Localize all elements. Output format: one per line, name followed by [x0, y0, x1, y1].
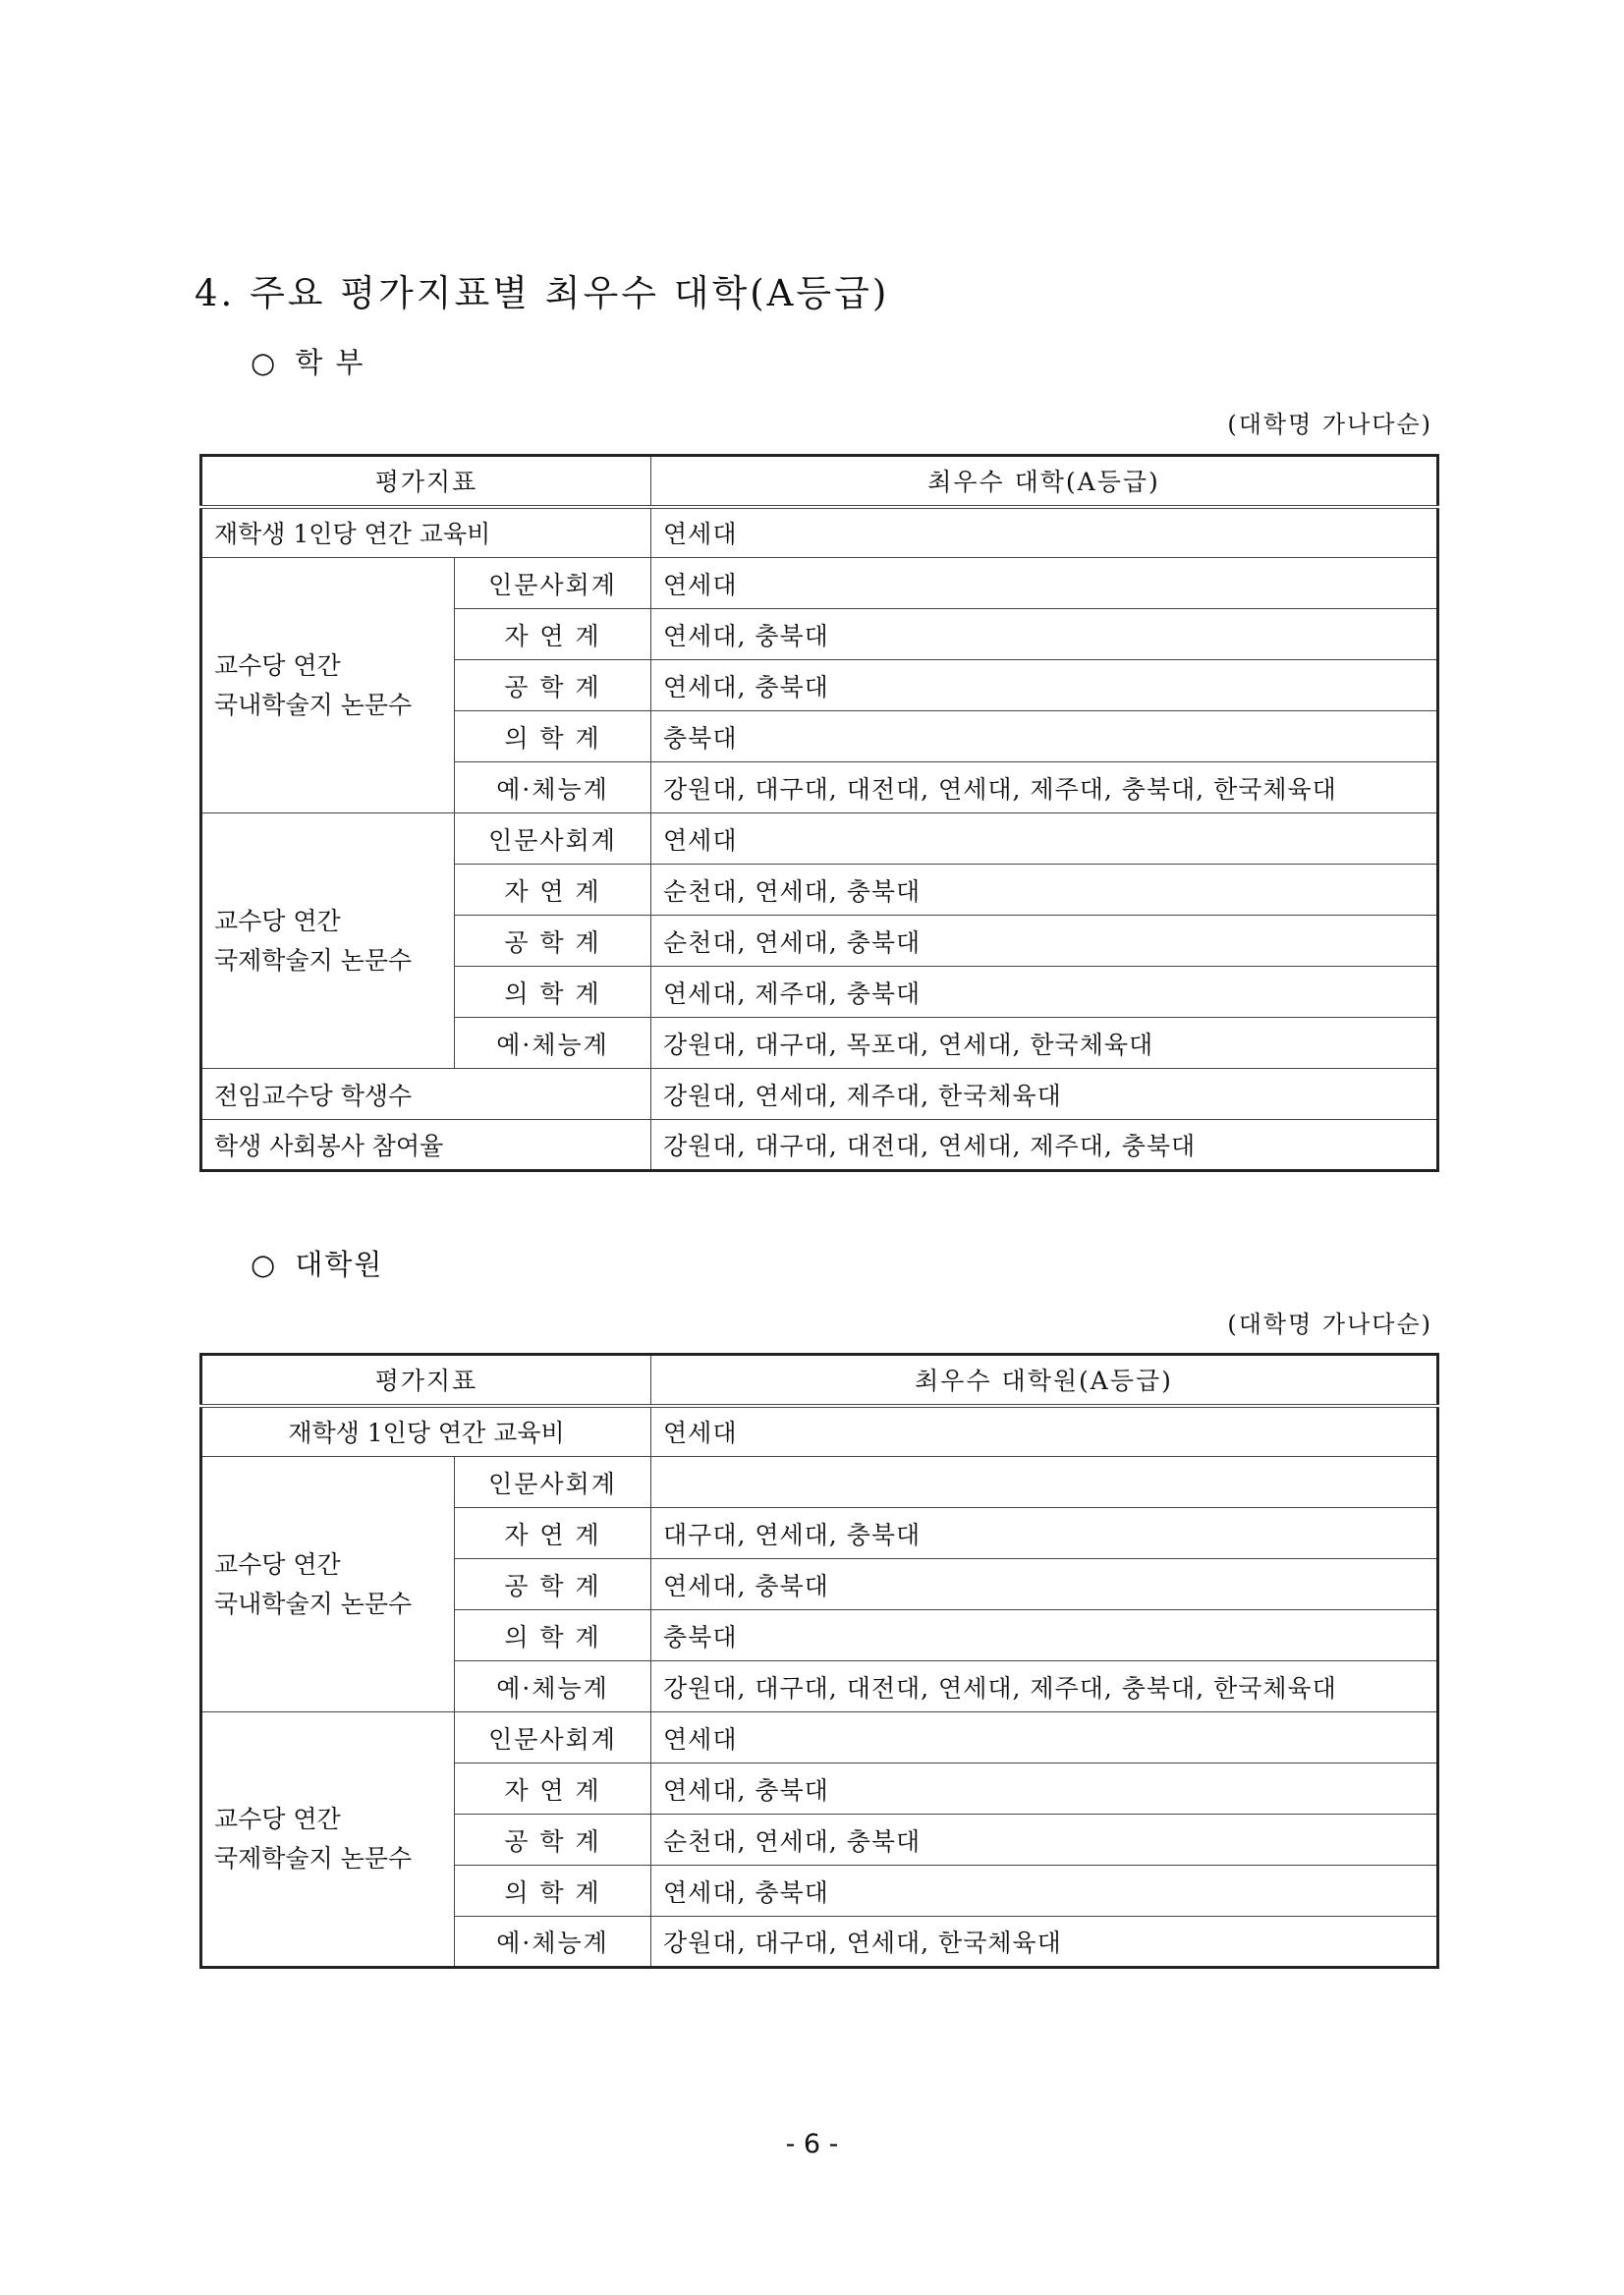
undergrad-sort-note: (대학명 가나다순)	[1227, 411, 1432, 438]
table-row	[201, 1457, 1438, 1508]
field-label: 인문사회계	[455, 1712, 651, 1763]
section-title: 4. 주요 평가지표별 최우수 대학(A등급)	[195, 272, 890, 314]
row-value: 연세대	[651, 558, 1438, 609]
row-value: 강원대, 대구대, 대전대, 연세대, 제주대, 충북대	[651, 1120, 1438, 1171]
table-row	[201, 1069, 1438, 1120]
group-label-line2: 국내학술지 논문수	[214, 1589, 413, 1618]
row-value: 순천대, 연세대, 충북대	[651, 916, 1438, 967]
field-label: 의 학 계	[455, 967, 651, 1018]
row-label: 재학생 1인당 연간 교육비	[201, 1406, 651, 1457]
row-value: 충북대	[651, 711, 1438, 762]
group-label	[201, 1457, 455, 1712]
group-label	[201, 1712, 455, 1968]
page-number: - 6 -	[785, 2129, 839, 2159]
field-label: 공 학 계	[455, 660, 651, 711]
field-label: 의 학 계	[455, 711, 651, 762]
row-value: 순천대, 연세대, 충북대	[651, 1815, 1438, 1866]
row-value	[651, 1457, 1438, 1508]
table-row	[201, 813, 1438, 865]
table-row	[201, 507, 1438, 558]
row-value: 연세대, 충북대	[651, 1559, 1438, 1610]
table-row	[201, 558, 1438, 609]
grad-sort-note: (대학명 가나다순)	[1227, 1311, 1432, 1338]
field-label: 예·체능계	[455, 1018, 651, 1069]
row-value: 강원대, 대구대, 목포대, 연세대, 한국체육대	[651, 1018, 1438, 1069]
row-value: 연세대, 제주대, 충북대	[651, 967, 1438, 1018]
row-value: 연세대	[651, 1406, 1438, 1457]
undergrad-heading-text: 학 부	[295, 346, 365, 379]
grad-heading-text: 대학원	[295, 1248, 384, 1281]
row-value: 연세대, 충북대	[651, 660, 1438, 711]
field-label: 예·체능계	[455, 1917, 651, 1968]
row-value: 연세대, 충북대	[651, 609, 1438, 660]
field-label: 인문사회계	[455, 558, 651, 609]
row-value: 연세대	[651, 813, 1438, 865]
row-label: 전임교수당 학생수	[201, 1069, 651, 1120]
row-value: 연세대	[651, 507, 1438, 558]
table-header-row	[201, 1355, 1438, 1406]
row-value: 강원대, 대구대, 연세대, 한국체육대	[651, 1917, 1438, 1968]
field-label: 의 학 계	[455, 1866, 651, 1917]
header-best: 최우수 대학원(A등급)	[651, 1355, 1438, 1406]
table-header-row	[201, 456, 1438, 507]
row-value: 강원대, 대구대, 대전대, 연세대, 제주대, 충북대, 한국체육대	[651, 1661, 1438, 1712]
field-label: 자 연 계	[455, 1508, 651, 1559]
field-label: 자 연 계	[455, 865, 651, 916]
group-label-line1: 교수당 연간	[214, 650, 341, 680]
group-label-line2: 국내학술지 논문수	[214, 690, 413, 719]
row-value: 순천대, 연세대, 충북대	[651, 865, 1438, 916]
field-label: 인문사회계	[455, 813, 651, 865]
field-label: 자 연 계	[455, 609, 651, 660]
row-label: 학생 사회봉사 참여율	[201, 1120, 651, 1171]
field-label: 공 학 계	[455, 1815, 651, 1866]
circle-bullet-icon: ○	[251, 1248, 278, 1281]
table-row	[201, 1712, 1438, 1763]
grad-heading	[251, 1243, 383, 1283]
field-label: 예·체능계	[455, 1661, 651, 1712]
group-label	[201, 558, 455, 813]
row-value: 대구대, 연세대, 충북대	[651, 1508, 1438, 1559]
undergrad-heading	[251, 341, 365, 381]
group-label-line1: 교수당 연간	[214, 906, 341, 935]
field-label: 예·체능계	[455, 762, 651, 813]
table-row	[201, 1406, 1438, 1457]
field-label: 의 학 계	[455, 1610, 651, 1661]
header-indicator: 평가지표	[201, 1355, 651, 1406]
group-label	[201, 813, 455, 1069]
row-value: 강원대, 대구대, 대전대, 연세대, 제주대, 충북대, 한국체육대	[651, 762, 1438, 813]
row-value: 강원대, 연세대, 제주대, 한국체육대	[651, 1069, 1438, 1120]
group-label-line1: 교수당 연간	[214, 1805, 341, 1833]
grad-table	[199, 1353, 1439, 1969]
row-value: 연세대	[651, 1712, 1438, 1763]
group-label-line2: 국제학술지 논문수	[214, 1844, 413, 1873]
field-label: 인문사회계	[455, 1457, 651, 1508]
header-best: 최우수 대학(A등급)	[651, 456, 1438, 507]
group-label-line2: 국제학술지 논문수	[214, 945, 413, 975]
row-value: 연세대, 충북대	[651, 1866, 1438, 1917]
field-label: 자 연 계	[455, 1763, 651, 1815]
row-value: 연세대, 충북대	[651, 1763, 1438, 1815]
row-label: 재학생 1인당 연간 교육비	[201, 507, 651, 558]
field-label: 공 학 계	[455, 916, 651, 967]
row-value: 충북대	[651, 1610, 1438, 1661]
undergrad-table	[199, 454, 1439, 1172]
circle-bullet-icon: ○	[251, 346, 278, 379]
header-indicator: 평가지표	[201, 456, 651, 507]
table-row	[201, 1120, 1438, 1171]
field-label: 공 학 계	[455, 1559, 651, 1610]
group-label-line1: 교수당 연간	[214, 1549, 341, 1579]
